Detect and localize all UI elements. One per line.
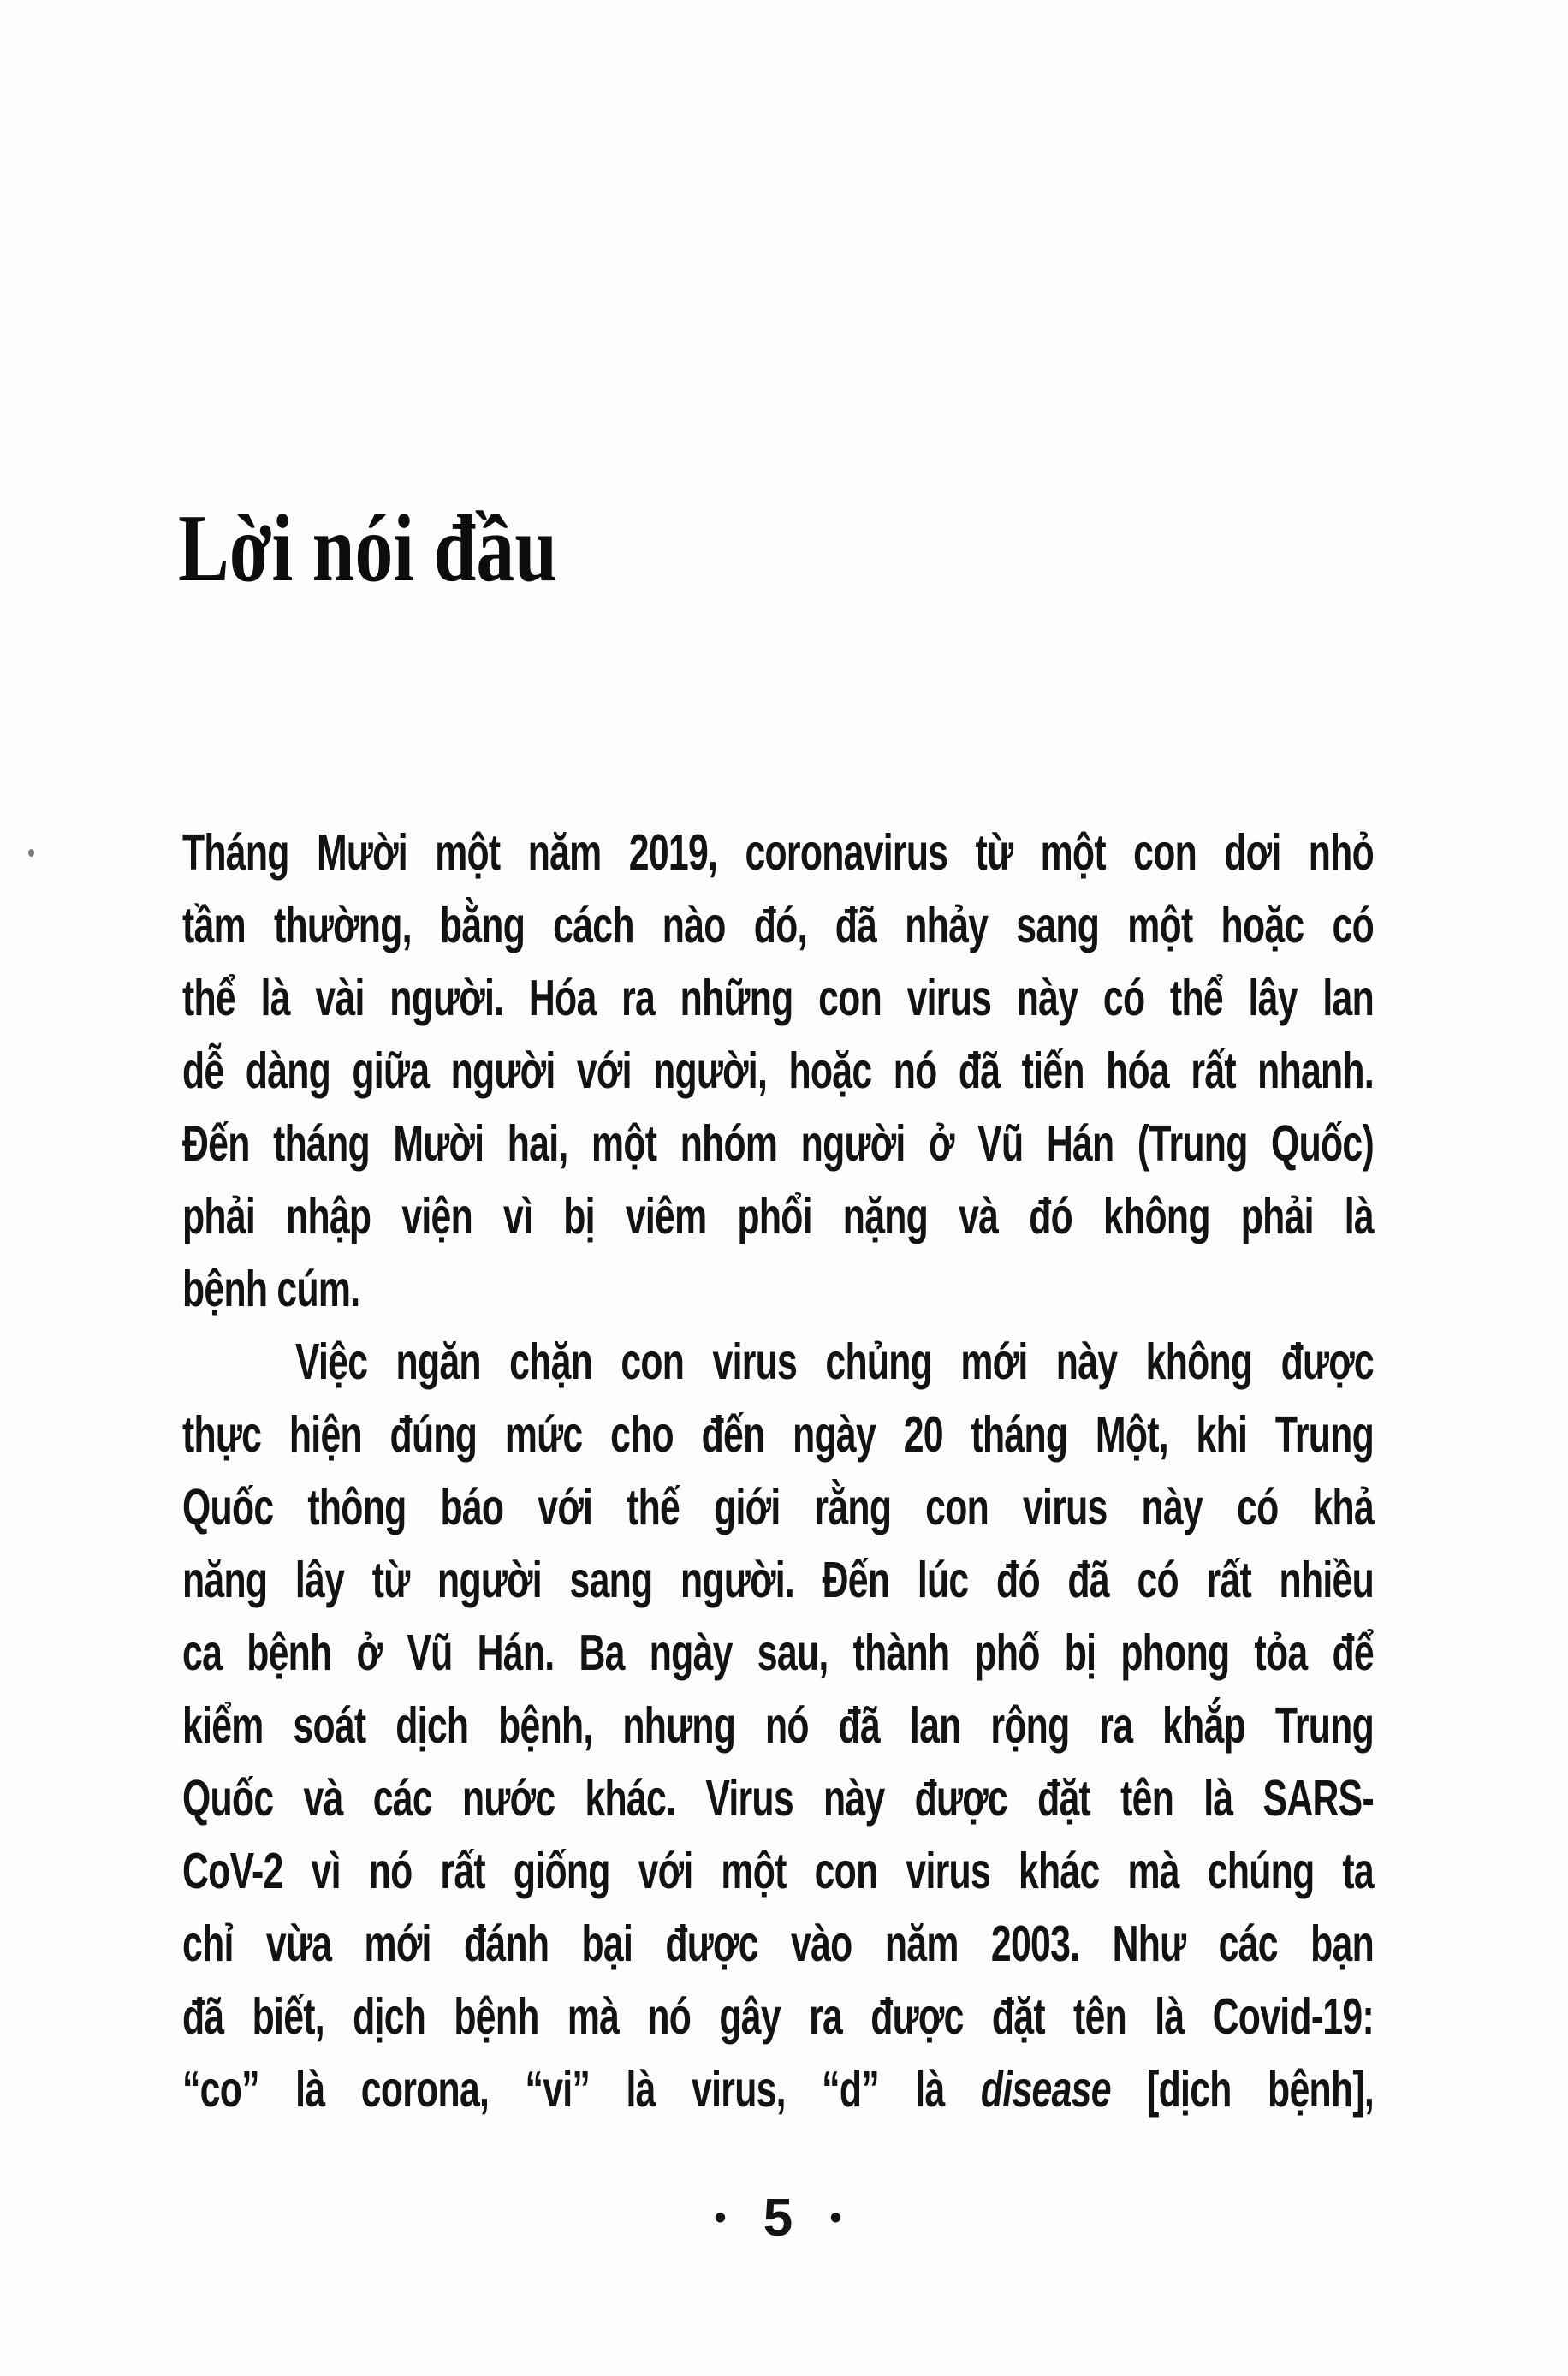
page-number-value: 5 — [763, 2189, 793, 2248]
text-line: kiểm soát dịch bệnh, nhưng nó đã lan rộng ra khắp Trung — [182, 1697, 1374, 1754]
text-line: Quốc và các nước khác. Virus này được đặt tên là SARS- — [182, 1770, 1374, 1827]
italic-term: disease — [980, 2061, 1111, 2118]
text-segment: “co” là corona, “vi” là virus, “d” là — [182, 2061, 981, 2118]
text-line: dễ dàng giữa người với người, hoặc nó đã tiến hóa rất nhanh. — [182, 1042, 1374, 1099]
chapter-title: Lời nói đầu — [178, 496, 558, 603]
text-line: Tháng Mười một năm 2019, coronavirus từ một con dơi nhỏ — [182, 824, 1374, 881]
bullet-separator: • — [829, 2199, 842, 2236]
text-line: CoV-2 vì nó rất giống với một con virus khác mà chúng ta — [182, 1843, 1374, 1899]
scan-artifact-dot — [28, 849, 34, 857]
text-line: Đến tháng Mười hai, một nhóm người ở Vũ Hán (Trung Quốc) — [182, 1115, 1374, 1172]
text-line: Quốc thông báo với thế giới rằng con virus này có khả — [182, 1479, 1374, 1535]
page-number — [182, 2189, 1374, 2248]
text-line: tầm thường, bằng cách nào đó, đã nhảy sang một hoặc có — [182, 897, 1374, 953]
text-line — [182, 2053, 1374, 2126]
text-line: năng lây từ người sang người. Đến lúc đó đã có rất nhiều — [182, 1552, 1374, 1608]
text-line: bệnh cúm. — [182, 1261, 360, 1317]
text-line: đã biết, dịch bệnh mà nó gây ra được đặt tên là Covid-19: — [182, 1988, 1374, 2045]
text-line: ca bệnh ở Vũ Hán. Ba ngày sau, thành phố bị phong tỏa để — [182, 1625, 1374, 1681]
paragraph — [182, 1326, 1374, 2126]
text-line: chỉ vừa mới đánh bại được vào năm 2003. Như các bạn — [182, 1916, 1374, 1972]
text-segment: [dịch bệnh], — [1110, 2061, 1375, 2118]
text-line: thể là vài người. Hóa ra những con virus này có thể lây lan — [182, 970, 1374, 1026]
text-line: Việc ngăn chặn con virus chủng mới này không được — [294, 1334, 1375, 1390]
bullet-separator: • — [714, 2199, 727, 2236]
text-line: phải nhập viện vì bị viêm phổi nặng và đó không phải là — [182, 1188, 1374, 1244]
text-line: thực hiện đúng mức cho đến ngày 20 tháng Một, khi Trung — [182, 1406, 1374, 1463]
body-text-column — [182, 817, 1374, 2126]
paragraph — [182, 817, 1374, 1326]
